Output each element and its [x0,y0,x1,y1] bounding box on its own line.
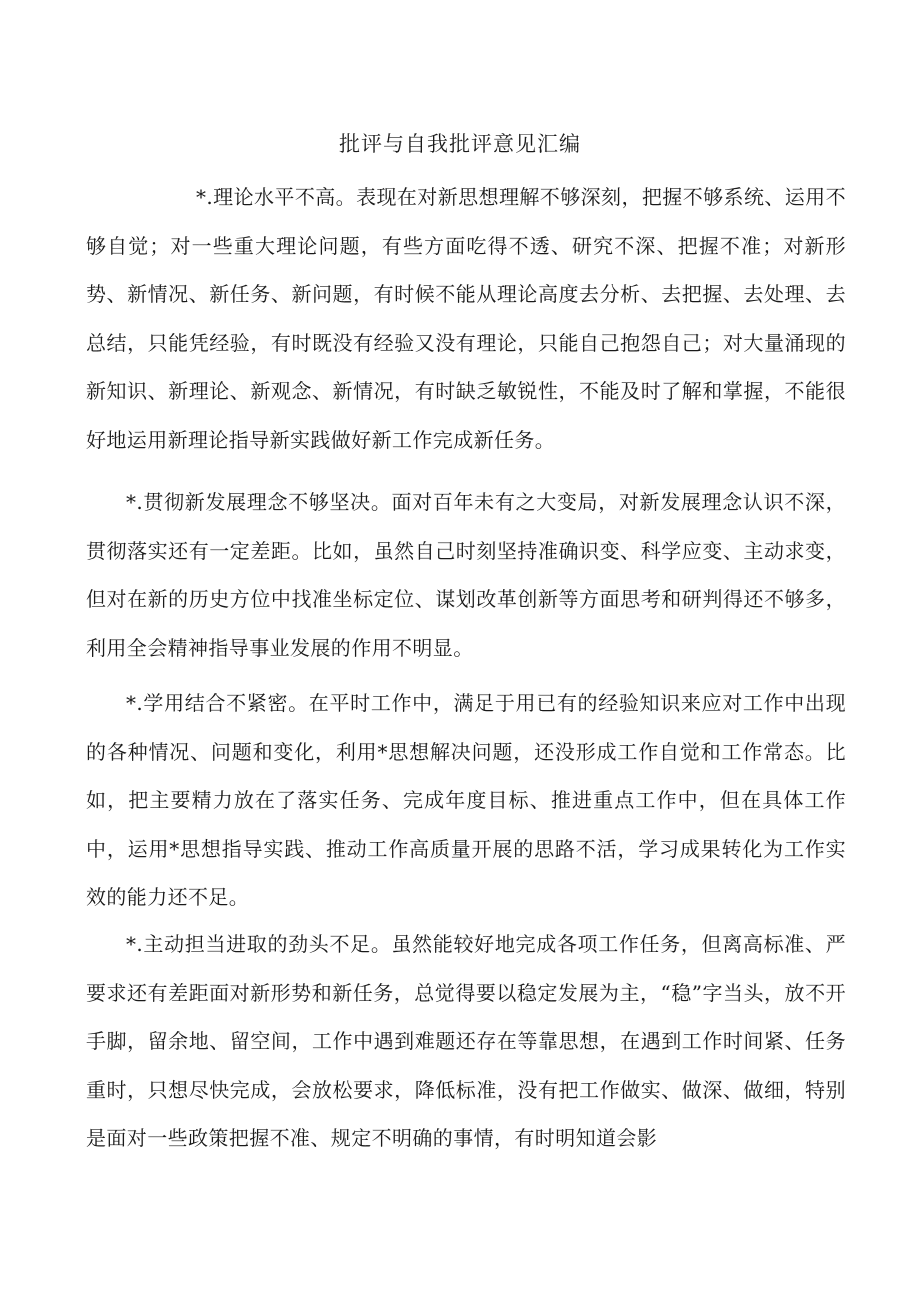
paragraph-development-concept: *.贯彻新发展理念不够坚决。面对百年未有之大变局，对新发展理念认识不深，贯彻落实还有一定差距。比如，虽然自己时刻坚持准确识变、科学应变、主动求变，但对在新的历史方位中找准坐标定位、谋划改革创新等方面思考和研判得还不够多，利用全会精神指导事业发展的作用不明显。 [86,490,846,660]
paragraph-theory-level: *.理论水平不高。表现在对新思想理解不够深刻，把握不够系统、运用不够自觉；对一些重大理论问题，有些方面吃得不透、研究不深、把握不准；对新形势、新情况、新任务、新问题，有时候不能从理论高度去分析、去把握、去处理、去总结，只能凭经验，有时既没有经验又没有理论，只能自己抱怨自己；对大量涌现的新知识、新理论、新观念、新情况，有时缺乏敏锐性，不能及时了解和掌握，不能很好地运用新理论指导新实践做好新工作完成新任务。 [86,185,846,452]
document-title: 批评与自我批评意见汇编 [339,132,581,156]
paragraph-study-application: *.学用结合不紧密。在平时工作中，满足于用已有的经验知识来应对工作中出现的各种情况、问题和变化，利用*思想解决问题，还没形成工作自觉和工作常态。比如，把主要精力放在了落实任务、完成年度目标、推进重点工作中，但在具体工作中，运用*思想指导实践、推动工作高质量开展的思路不活，学习成果转化为工作实效的能力还不足。 [86,691,846,910]
paragraph-initiative: *.主动担当进取的劲头不足。虽然能较好地完成各项工作任务，但离高标准、严要求还有差距面对新形势和新任务，总觉得要以稳定发展为主，“稳”字当头，放不开手脚，留余地、留空间，工作中遇到难题还存在等靠思想，在遇到工作时间紧、任务重时，只想尽快完成，会放松要求，降低标准，没有把工作做实、做深、做细，特别是面对一些政策把握不准、规定不明确的事情，有时明知道会影 [86,932,846,1151]
